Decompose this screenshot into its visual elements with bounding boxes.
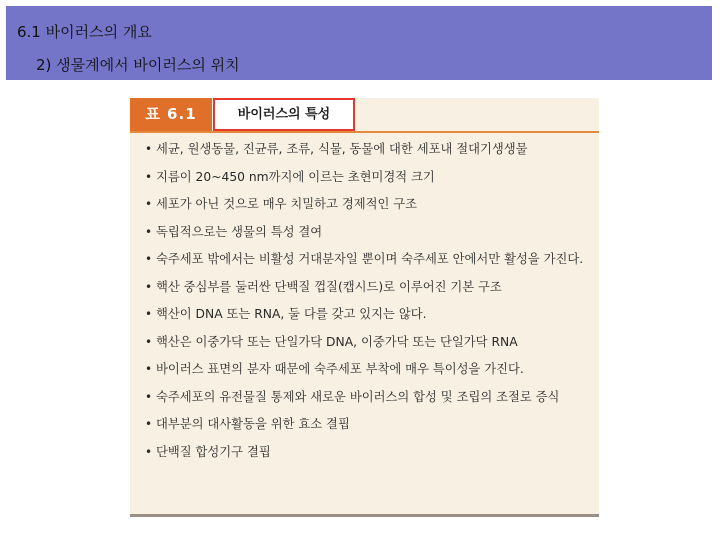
list-item-text: 세균, 원생동물, 진균류, 조류, 식물, 동물에 대한 세포내 절대기생생물 [156,142,528,156]
bullet-icon: • [145,142,153,156]
bullet-icon: • [145,307,153,321]
list-item [145,358,591,380]
list-item [145,386,591,408]
bullet-icon: • [145,362,153,376]
list-item-text: 숙주세포 밖에서는 비활성 거대분자일 뿐이며 숙주세포 안에서만 활성을 가진다. [156,252,584,266]
list-item-text: 숙주세포의 유전물질 통제와 새로운 바이러스의 합성 및 조립의 조절로 증식 [156,389,560,404]
bullet-icon: • [145,224,153,239]
list-item [145,248,591,270]
list-item-text: 핵산은 이중가닥 또는 단일가닥 DNA, 이중가닥 또는 단일가닥 RNA [156,334,518,349]
list-item-text: 독립적으로는 생물의 특성 결여 [156,224,323,239]
list-item [145,413,591,435]
bullet-icon: • [145,197,153,211]
list-item-text: 지름이 20~450 nm까지에 이르는 초현미경적 크기 [156,169,435,184]
list-item [145,166,591,188]
list-item-text: 핵산 중심부를 둘러싼 단백질 껍질(캡시드)로 이루어진 기본 구조 [156,279,502,294]
list-item [145,138,591,160]
table-header [130,98,599,133]
slide-title: 6.1 바이러스의 개요 [17,23,152,41]
list-item [145,303,591,325]
list-item [145,193,591,215]
list-item [145,276,591,298]
list-item [145,441,591,463]
bullet-icon: • [145,417,153,431]
list-item-text: 단백질 합성기구 결핍 [156,444,271,459]
list-item-text: 세포가 아닌 것으로 매우 치밀하고 경제적인 구조 [156,197,418,211]
list-item-text: 바이러스 표면의 분자 때문에 숙주세포 부착에 매우 특이성을 가진다. [156,362,524,376]
list-item [145,331,591,353]
bullet-icon: • [145,389,153,404]
bullet-icon: • [145,444,153,459]
table-caption: 바이러스의 특성 [213,98,355,131]
bullet-icon: • [145,279,153,294]
bullet-icon: • [145,252,153,266]
slide-subtitle: 2) 생물계에서 바이러스의 위치 [36,56,240,74]
table-number-label: 표 6.1 [130,98,212,131]
characteristics-list [145,138,591,468]
list-item [145,221,591,243]
bullet-icon: • [145,169,153,184]
virus-characteristics-table [130,98,599,517]
bullet-icon: • [145,334,153,349]
list-item-text: 대부분의 대사활동을 위한 효소 결핍 [156,417,350,431]
list-item-text: 핵산이 DNA 또는 RNA, 둘 다를 갖고 있지는 않다. [156,307,427,321]
